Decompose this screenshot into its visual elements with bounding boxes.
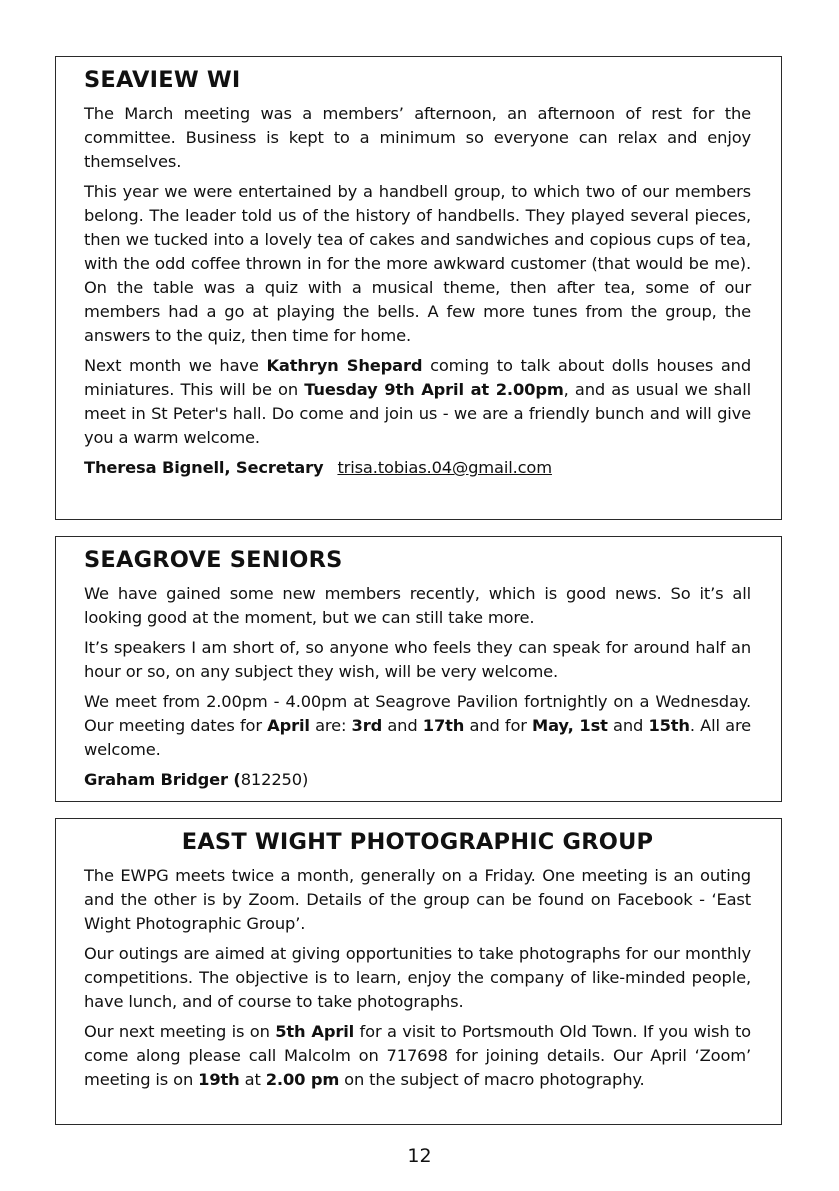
ewpg-paragraph-2: Our outings are aimed at giving opportunities to take photographs for our monthly competitions. The objective is to learn, enjoy the company of like-minded people, have lunch, and of course to take photographs. (84, 944, 751, 1011)
seaview-email-link[interactable]: trisa.tobias.04@gmail.com (337, 458, 552, 477)
ewpg-p3-text-a: Our next meeting is on (84, 1022, 276, 1041)
seagrove-p3-text-f: . All are welcome. (84, 716, 751, 759)
seaview-signature-line (84, 456, 751, 480)
seagrove-p3-text-a: We meet from 2.00pm - 4.00pm at Seagrove Pavilion fortnightly on a Wednesday. Our meeting dates for (84, 692, 751, 735)
seagrove-title: SEAGROVE SENIORS (84, 547, 343, 573)
ewpg-section (55, 818, 782, 1125)
seagrove-contact-line (84, 768, 751, 792)
seaview-meeting-date: Tuesday 9th April at 2.00pm (304, 380, 564, 399)
ewpg-title: EAST WIGHT PHOTOGRAPHIC GROUP (181, 829, 654, 855)
seaview-wi-section (55, 56, 782, 520)
seaview-paragraph-1: The March meeting was a members’ afternoon, an afternoon of rest for the committee. Business is kept to a minimum so everyone can relax and enjoy themselves. (84, 104, 751, 171)
seagrove-month-april: April (267, 716, 310, 735)
seagrove-paragraph-1: We have gained some new members recently, which is good news. So it’s all looking good at the moment, but we can still take more. (84, 584, 751, 627)
seaview-title: SEAVIEW WI (84, 67, 241, 93)
ewpg-paragraph-1: The EWPG meets twice a month, generally on a Friday. One meeting is an outing and the other is by Zoom. Details of the group can be found on Facebook - ‘East Wight Photographic Group’. (84, 866, 751, 933)
seagrove-p3-text-e: and (607, 716, 649, 735)
seagrove-date-3: 15th (648, 716, 690, 735)
ewpg-next-meeting-date: 5th April (275, 1022, 355, 1041)
ewpg-zoom-date: 19th (198, 1070, 240, 1089)
seagrove-p3-text-b: are: (309, 716, 352, 735)
seagrove-paragraph-2: It’s speakers I am short of, so anyone who feels they can speak for around half an hour or so, on any subject they wish, will be very welcome. (84, 638, 751, 681)
seagrove-date-1: 3rd (351, 716, 383, 735)
seagrove-date-2: 17th (422, 716, 465, 735)
ewpg-p3-text-c: at (239, 1070, 266, 1089)
seagrove-paragraph-3 (84, 690, 751, 762)
seagrove-contact-phone: 812250) (240, 770, 309, 789)
page-number: 12 (407, 1145, 432, 1167)
ewpg-zoom-time: 2.00 pm (265, 1070, 340, 1089)
seagrove-p3-text-d: and for (464, 716, 533, 735)
seaview-p3-text-a: Next month we have (84, 356, 267, 375)
seagrove-p3-text-c: and (382, 716, 423, 735)
ewpg-paragraph-3 (84, 1020, 751, 1092)
seaview-signature: Theresa Bignell, Secretary (84, 458, 324, 477)
seaview-paragraph-2: This year we were entertained by a handbell group, to which two of our members belong. The leader told us of the history of handbells. They played several pieces, then we tucked into a lovely tea of cakes and sandwiches and copious cups of tea, with the odd coffee thrown in for the more awkward customer (that would be me). On the table was a quiz with a musical theme, then after tea, some of our members had a go at playing the bells. A few more tunes from the group, the answers to the quiz, then time for home. (84, 182, 751, 345)
ewpg-p3-text-d: on the subject of macro photography. (339, 1070, 645, 1089)
seagrove-contact-name: Graham Bridger ( (84, 770, 241, 789)
seagrove-seniors-section (55, 536, 782, 802)
seaview-speaker-name: Kathryn Shepard (266, 356, 423, 375)
seagrove-month-may: May, 1st (532, 716, 608, 735)
seaview-p3-text-b: coming to talk about dolls houses and miniatures. This will be on (84, 356, 752, 399)
seaview-paragraph-3 (84, 354, 751, 450)
ewpg-p3-text-b: for a visit to Portsmouth Old Town. If you wish to come along please call Malcolm on 717698 for joining details. Our April ‘Zoom’ meeting is on (84, 1022, 751, 1089)
seaview-p3-text-c: , and as usual we shall meet in St Peter's hall. Do come and join us - we are a friendly bunch and will give you a warm welcome. (84, 380, 751, 447)
